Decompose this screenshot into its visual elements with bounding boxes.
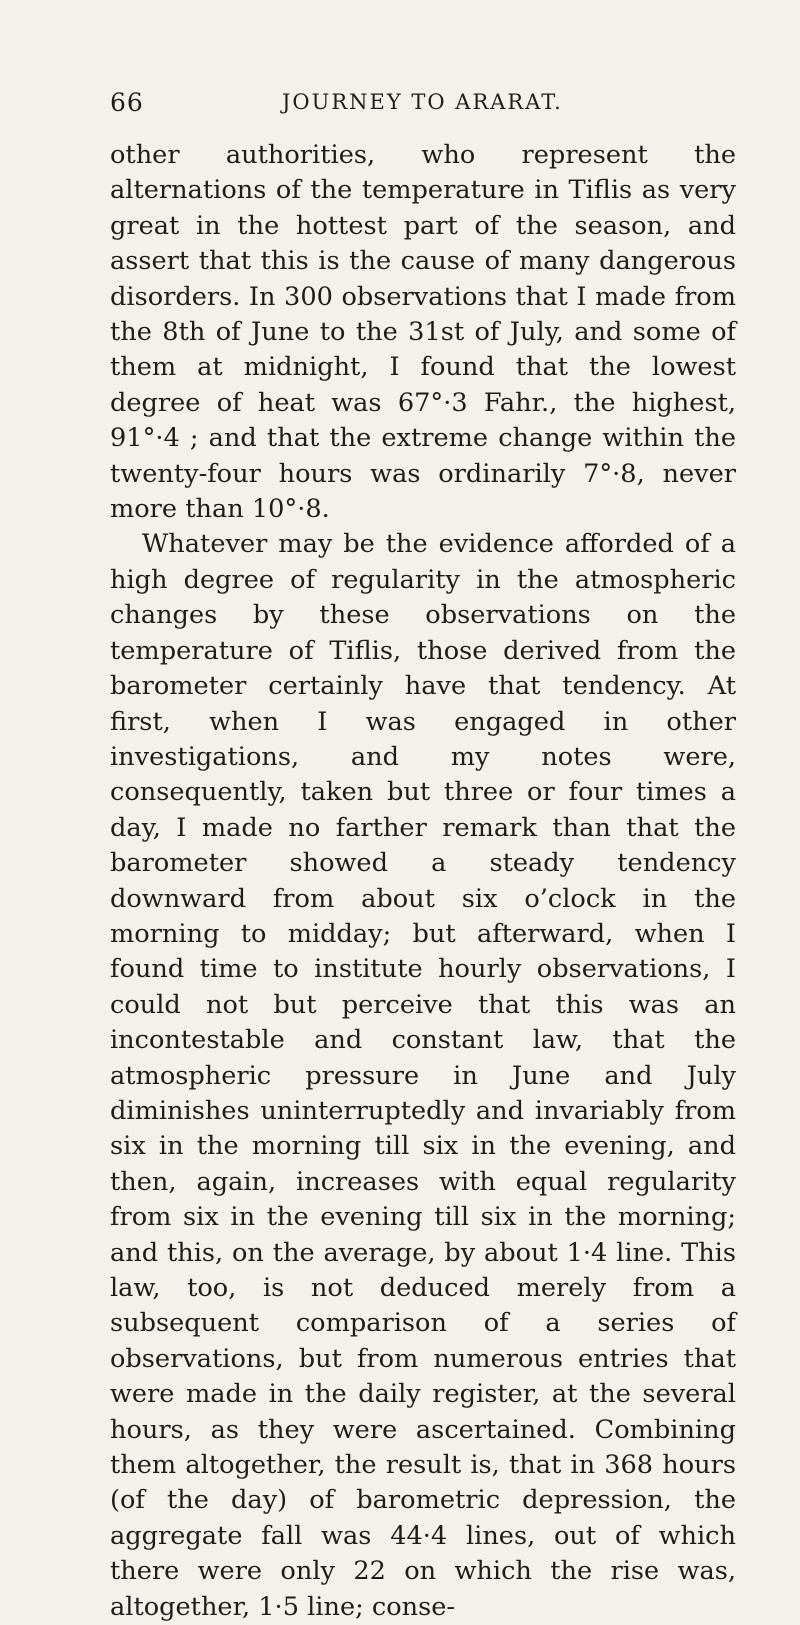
paragraph-barometer: Whatever may be the evidence afforded of a high degree of regularity in the atmospheric changes by these observations on the temperature of Tiflis, those derived from the barometer certainly have that tendency. At first, when I was engaged in other investigations, and my notes were, consequently, taken but three or four times a day, I made no farther remark than that the barometer showed a steady tendency downward from about six o’clock in the morning to midday; but afterward, when I found time to institute hourly observations, I could not but perceive that this was an incontestable and constant law, that the atmospheric pressure in June and July diminishes uninterruptedly and invariably from six in the morning till six in the evening, and then, again, increases with equal regularity from six in the evening till six in the morning; and this, on the average, by about 1·4 line. This law, too, is not deduced merely from a subsequent comparison of a series of observations, but from numerous entries that were made in the daily register, at the several hours, as they were ascertained. Combining them altogether, the result is, that in 368 hours (of the day) of barometric depression, the aggregate fall was 44·4 lines, out of which there were only 22 on which the rise was, altogether, 1·5 line; conse- <box>110 529 736 1622</box>
body-text <box>110 138 736 1625</box>
page-header <box>110 88 736 122</box>
paragraph-temperature: other authorities, who represent the alternations of the temperature in Tiflis as very great in the hottest part of the season, and assert that this is the cause of many dangerous disorders. In 300 observations that I made from the 8th of June to the 31st of July, and some of them at midnight, I found that the lowest degree of heat was 67°·3 Fahr., the highest, 91°·4 ; and that the extreme change within the twenty-four hours was ordinarily 7°·8, never more than 10°·8. <box>110 140 736 525</box>
running-title: JOURNEY TO ARARAT. <box>282 90 563 114</box>
page-number: 66 <box>110 88 144 117</box>
book-page <box>110 88 736 1625</box>
